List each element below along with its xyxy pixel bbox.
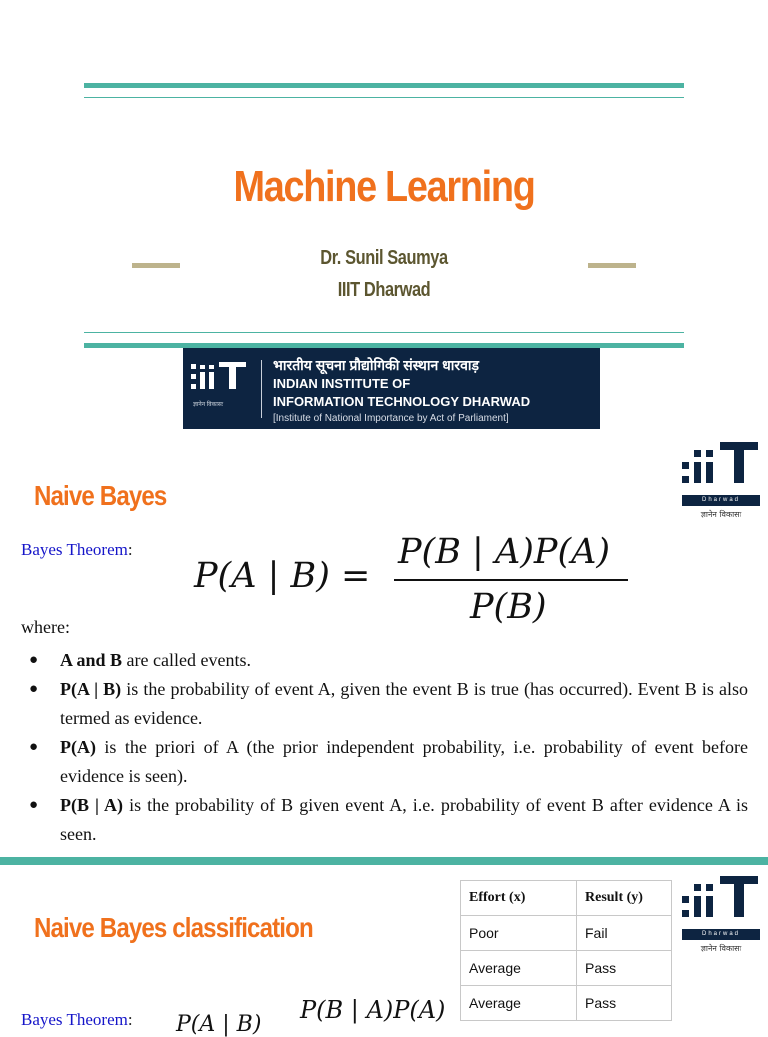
bayes-theorem-label: Bayes Theorem: xyxy=(21,1010,133,1029)
table-header: Result (y) xyxy=(577,881,672,916)
effort-result-table xyxy=(460,880,672,1021)
banner-hindi: भारतीय सूचना प्रौद्योगिकी संस्थान धारवाड़ xyxy=(273,357,479,373)
list-item: ● P(A | B) is the probability of event A, given the event B is true (has occurred). Event B is also termed as evidence. xyxy=(29,679,748,728)
bayes-theorem-label: Bayes Theorem: xyxy=(21,540,133,559)
slide-title: Machine Learning xyxy=(233,162,535,211)
banner-motto: ज्ञानेन विकासः xyxy=(193,402,224,408)
table-cell: Fail xyxy=(577,916,672,951)
table-cell: Pass xyxy=(577,951,672,986)
banner-line1: INDIAN INSTITUTE OF xyxy=(273,376,411,391)
table-row xyxy=(461,951,672,986)
banner-line2: INFORMATION TECHNOLOGY DHARWAD xyxy=(273,394,531,409)
table-row xyxy=(461,986,672,1021)
iiit-dharwad-logo-icon xyxy=(682,440,762,520)
fraction-line xyxy=(394,579,628,581)
logo-motto: ज्ञानेन विकासः xyxy=(700,510,742,519)
institute-name: IIIT Dharwad xyxy=(337,279,431,301)
banner-divider xyxy=(261,360,262,418)
list-item: ● A and B are called events. xyxy=(29,650,251,670)
formula-lhs: P(A | B) = xyxy=(194,556,371,596)
logo-motto: ज्ञानेन विकासः xyxy=(700,944,742,953)
table-header: Effort (x) xyxy=(461,881,577,916)
top-rule-thick xyxy=(84,83,684,88)
banner-line3: [Institute of National Importance by Act of Parliament] xyxy=(273,413,509,424)
iiit-dharwad-logo-icon xyxy=(682,874,762,954)
author-name: Dr. Sunil Saumya xyxy=(320,247,448,269)
table-cell: Poor xyxy=(461,916,577,951)
list-item: ● P(A) is the priori of A (the prior independent probability, i.e. probability of event before evidence is seen). xyxy=(29,737,748,786)
list-item: ● P(B | A) is the probability of B given event A, i.e. probability of event B after evidence A is seen. xyxy=(29,795,748,844)
slide-separator xyxy=(0,857,768,865)
formula-numerator: P(B | A)P(A) xyxy=(398,532,611,572)
institute-banner xyxy=(183,348,600,429)
table-cell: Average xyxy=(461,951,577,986)
classification-title: Naive Bayes classification xyxy=(34,912,313,943)
table-row xyxy=(461,916,672,951)
bottom-rule-thin xyxy=(84,332,684,333)
naive-bayes-title: Naive Bayes xyxy=(34,480,167,511)
iiit-logo-icon xyxy=(191,362,251,396)
top-rule-thin xyxy=(84,97,684,98)
logo-strip: Dharwad xyxy=(682,929,760,940)
bullet-list xyxy=(21,646,748,849)
formula-lhs: P(A | B) xyxy=(176,1012,262,1037)
where-label: where: xyxy=(21,617,70,637)
formula-denominator: P(B) xyxy=(470,587,547,627)
table-cell: Pass xyxy=(577,986,672,1021)
table-cell: Average xyxy=(461,986,577,1021)
formula-numerator: P(B | A)P(A) xyxy=(300,996,446,1024)
logo-strip: Dharwad xyxy=(682,495,760,506)
